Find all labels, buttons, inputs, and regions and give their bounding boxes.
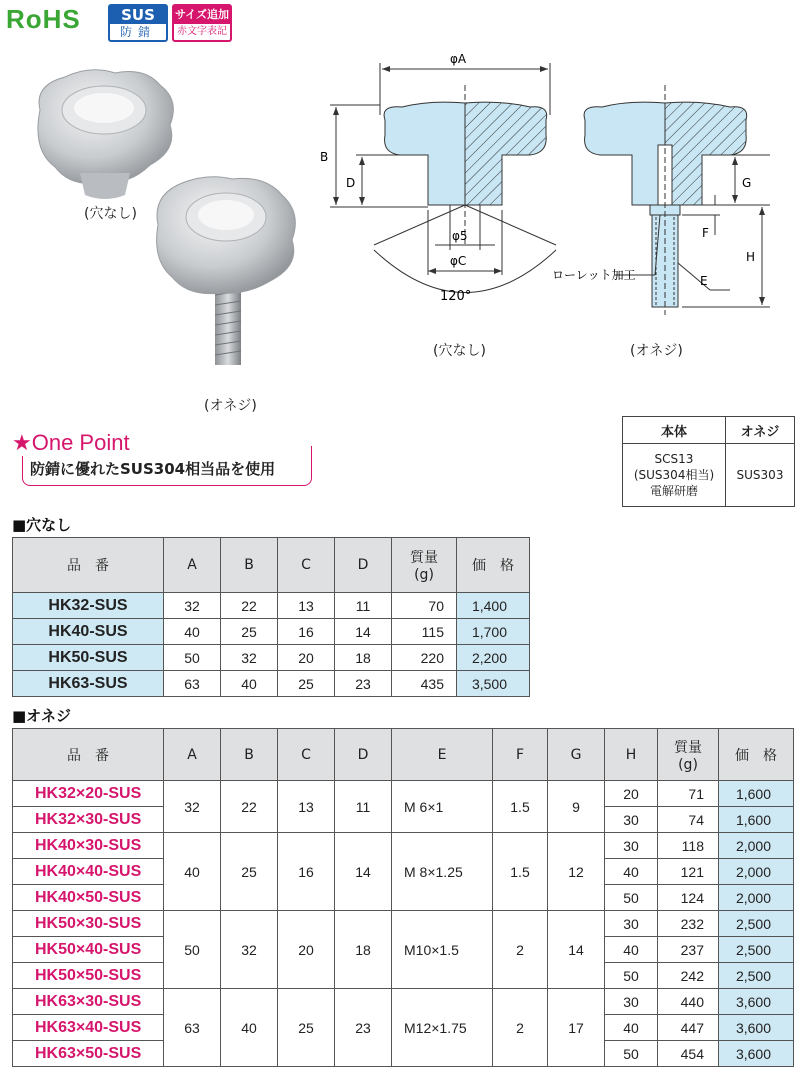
diagram-caption-no-hole: (穴なし) (433, 343, 486, 359)
dim-H: H (746, 250, 756, 264)
price: 2,500 (719, 963, 794, 989)
dim-G: G (742, 176, 752, 190)
mass: 242 (658, 963, 719, 989)
dim-D: 11 (335, 781, 392, 833)
dim-angle: 120° (440, 289, 472, 304)
spec-table-no-hole (12, 537, 530, 697)
dim-C: 20 (278, 911, 335, 989)
dim-H: 50 (605, 885, 658, 911)
header-price: 価 格 (719, 729, 794, 781)
part-number: HK50×40-SUS (13, 937, 164, 963)
table-row (13, 911, 794, 937)
knob-thread-photo (157, 177, 296, 365)
dim-D: 14 (335, 833, 392, 911)
material-header-thread: オネジ (726, 417, 795, 444)
mass: 121 (658, 859, 719, 885)
header-F: F (493, 729, 548, 781)
dim-H: 40 (605, 937, 658, 963)
material-body-line: (SUS304相当) (633, 468, 715, 482)
sus-badge-bottom: 防錆 (119, 25, 156, 39)
dim-A: 63 (164, 671, 221, 697)
drawing-thread (552, 85, 770, 315)
dim-E: M12×1.75 (392, 989, 493, 1067)
dim-C: 25 (278, 671, 335, 697)
part-number: HK40×50-SUS (13, 885, 164, 911)
sus-badge-top: SUS (110, 6, 166, 24)
header-D: D (335, 538, 392, 593)
dim-F: 1.5 (493, 833, 548, 911)
dim-B: 25 (221, 619, 278, 645)
dim-phiC: φC (450, 254, 467, 268)
dim-F: F (702, 226, 709, 240)
header-A: A (164, 538, 221, 593)
dim-A: 40 (164, 833, 221, 911)
dim-F: 1.5 (493, 781, 548, 833)
dim-C: 20 (278, 645, 335, 671)
diagram-caption-thread: (オネジ) (630, 343, 683, 359)
size-badge-top: サイズ追加 (174, 6, 230, 24)
part-number: HK32×30-SUS (13, 807, 164, 833)
rohs-logo: RoHS (6, 4, 81, 34)
mass: 71 (658, 781, 719, 807)
part-number: HK32-SUS (13, 593, 164, 619)
material-table (622, 416, 795, 507)
part-number: HK40×40-SUS (13, 859, 164, 885)
dim-D: 23 (335, 989, 392, 1067)
table-row (13, 781, 794, 807)
header-G: G (548, 729, 605, 781)
dim-phiA: φA (450, 52, 467, 66)
mass: 440 (658, 989, 719, 1015)
dim-C: 13 (278, 593, 335, 619)
dim-B: 32 (221, 911, 278, 989)
header-mass: 質量 (g) (392, 538, 457, 593)
dim-E: M 8×1.25 (392, 833, 493, 911)
header-B: B (221, 538, 278, 593)
price: 1,400 (457, 593, 530, 619)
material-thread: SUS303 (726, 444, 795, 507)
dim-G: 12 (548, 833, 605, 911)
dim-B: 40 (221, 989, 278, 1067)
table-row (13, 645, 530, 671)
mass: 124 (658, 885, 719, 911)
price: 2,500 (719, 937, 794, 963)
photo-caption-thread: (オネジ) (204, 398, 257, 414)
mass: 435 (392, 671, 457, 697)
part-number: HK63-SUS (13, 671, 164, 697)
part-number: HK50×50-SUS (13, 963, 164, 989)
dim-A: 63 (164, 989, 221, 1067)
part-number: HK50-SUS (13, 645, 164, 671)
part-number: HK40-SUS (13, 619, 164, 645)
dim-H: 40 (605, 859, 658, 885)
price: 3,600 (719, 989, 794, 1015)
dim-G: 17 (548, 989, 605, 1067)
drawing-no-hole (320, 52, 556, 304)
price: 2,200 (457, 645, 530, 671)
dim-D: 11 (335, 593, 392, 619)
header-D: D (335, 729, 392, 781)
header-mass: 質量 (g) (658, 729, 719, 781)
mass: 232 (658, 911, 719, 937)
dim-B: 25 (221, 833, 278, 911)
header-C: C (278, 729, 335, 781)
price: 2,000 (719, 885, 794, 911)
price: 1,600 (719, 781, 794, 807)
dim-D: 18 (335, 911, 392, 989)
dim-F: 2 (493, 911, 548, 989)
dim-B: 32 (221, 645, 278, 671)
header-C: C (278, 538, 335, 593)
mass: 74 (658, 807, 719, 833)
table-row (13, 833, 794, 859)
header-E: E (392, 729, 493, 781)
header-B: B (221, 729, 278, 781)
size-badge-bottom: 赤文字表記 (177, 26, 227, 37)
dim-D: 18 (335, 645, 392, 671)
material-body (623, 444, 726, 507)
product-photos (20, 55, 320, 415)
dim-H: 40 (605, 1015, 658, 1041)
dim-D: D (346, 176, 356, 190)
dim-E: M 6×1 (392, 781, 493, 833)
mass: 447 (658, 1015, 719, 1041)
photo-caption-no-hole: (穴なし) (84, 206, 137, 222)
dim-A: 32 (164, 781, 221, 833)
price: 2,500 (719, 911, 794, 937)
spec-table-thread (12, 728, 794, 1067)
header-A: A (164, 729, 221, 781)
dim-H: 20 (605, 781, 658, 807)
part-number: HK63×30-SUS (13, 989, 164, 1015)
dim-B: 40 (221, 671, 278, 697)
part-number: HK63×40-SUS (13, 1015, 164, 1041)
price: 3,500 (457, 671, 530, 697)
dim-H: 30 (605, 833, 658, 859)
dim-H: 50 (605, 1041, 658, 1067)
sus-rustproof-badge (108, 4, 168, 42)
dim-H: 50 (605, 963, 658, 989)
dim-B: 22 (221, 593, 278, 619)
mass: 237 (658, 937, 719, 963)
price: 2,000 (719, 859, 794, 885)
dim-C: 25 (278, 989, 335, 1067)
label-knurl: ローレット加工 (552, 268, 636, 282)
dim-C: 16 (278, 619, 335, 645)
dim-E: M10×1.5 (392, 911, 493, 989)
table-row (13, 989, 794, 1015)
one-point-title: ★One Point (12, 430, 134, 456)
header-part-number: 品 番 (13, 729, 164, 781)
part-number: HK50×30-SUS (13, 911, 164, 937)
material-body-line: 電解研磨 (649, 484, 698, 498)
header-part-number: 品 番 (13, 538, 164, 593)
knob-no-hole-photo (38, 70, 173, 199)
table-row (13, 671, 530, 697)
dim-D: 23 (335, 671, 392, 697)
price: 1,700 (457, 619, 530, 645)
one-point-text: 防錆に優れたSUS304相当品を使用 (30, 460, 276, 478)
dim-A: 50 (164, 645, 221, 671)
section-title-no-hole: ■穴なし (12, 516, 72, 534)
price: 2,000 (719, 833, 794, 859)
section-title-thread: ■オネジ (12, 707, 72, 725)
header-price: 価 格 (457, 538, 530, 593)
material-body-line: SCS13 (654, 452, 694, 466)
dim-G: 9 (548, 781, 605, 833)
technical-drawings (310, 45, 800, 365)
price: 3,600 (719, 1041, 794, 1067)
header-H: H (605, 729, 658, 781)
material-header-body: 本体 (623, 417, 726, 444)
dim-B: 22 (221, 781, 278, 833)
dim-B: B (320, 150, 329, 164)
dim-F: 2 (493, 989, 548, 1067)
dim-D: 14 (335, 619, 392, 645)
dim-C: 13 (278, 781, 335, 833)
size-added-badge (172, 4, 232, 42)
dim-H: 30 (605, 911, 658, 937)
mass: 220 (392, 645, 457, 671)
part-number: HK32×20-SUS (13, 781, 164, 807)
mass: 454 (658, 1041, 719, 1067)
dim-G: 14 (548, 911, 605, 989)
dim-A: 40 (164, 619, 221, 645)
dim-H: 30 (605, 807, 658, 833)
dim-H: 30 (605, 989, 658, 1015)
mass: 115 (392, 619, 457, 645)
table-row (13, 593, 530, 619)
dim-A: 32 (164, 593, 221, 619)
table-row (13, 619, 530, 645)
dim-phi5: φ5 (452, 229, 468, 243)
price: 3,600 (719, 1015, 794, 1041)
part-number: HK40×30-SUS (13, 833, 164, 859)
mass: 118 (658, 833, 719, 859)
mass: 70 (392, 593, 457, 619)
dim-E: E (700, 274, 708, 288)
price: 1,600 (719, 807, 794, 833)
part-number: HK63×50-SUS (13, 1041, 164, 1067)
dim-C: 16 (278, 833, 335, 911)
dim-A: 50 (164, 911, 221, 989)
